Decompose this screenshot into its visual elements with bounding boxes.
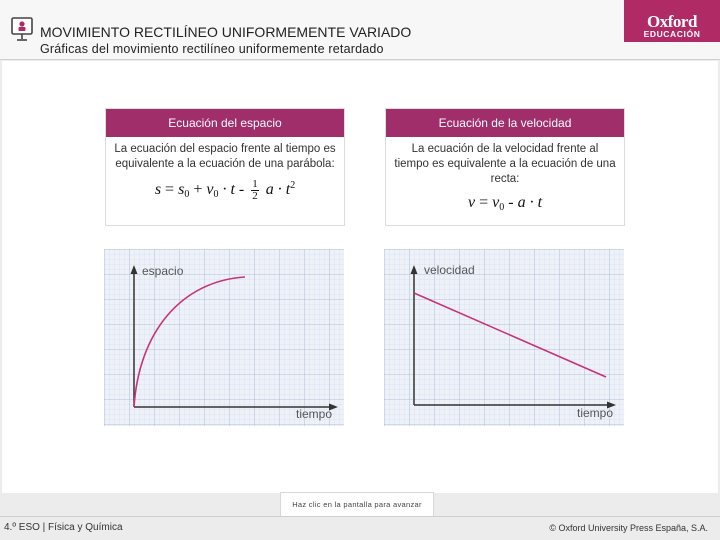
copyright: © Oxford University Press España, S.A. [549,523,708,533]
space-equation-panel [105,108,345,226]
eq-a: a [261,181,274,199]
logo-line-1: Oxford [647,12,697,31]
eq-v0: v [492,194,500,211]
eq-v0-sub: 0 [499,202,505,213]
eq-t2-sup: 2 [290,180,296,192]
eq-s: s [154,181,162,199]
velocity-time-graph [384,249,624,426]
eq-fraction [251,179,259,202]
advance-hint[interactable]: Haz clic en la pantalla para avanzar [280,492,434,516]
velocity-equation-panel [385,108,625,226]
eq-v: v [467,194,476,211]
y-axis-label: velocidad [424,263,475,277]
x-axis-label: tiempo [577,406,614,420]
page-subtitle: Gráficas del movimiento rectilíneo uniformemente retardado [40,42,384,56]
eq-plus: + [189,181,207,199]
y-axis-label: espacio [142,264,184,278]
eq-v0: v [206,181,214,199]
velocity-equation-heading: Ecuación de la velocidad [386,109,624,137]
eq-equals: = [161,181,179,199]
eq-equals: = [475,194,493,211]
presentation-board-icon [11,17,33,41]
oxford-logo [624,0,720,42]
eq-dot-t2: · t [273,181,291,199]
footer [0,516,720,540]
course-label: 4.º ESO | Física y Química [4,522,123,533]
logo-line-2: EDUCACIÓN [643,29,701,39]
space-equation-description: La ecuación del espacio frente al tiempo es equivalente a la ecuación de una parábola: [114,143,336,170]
space-time-graph [104,249,344,426]
space-equation [106,179,344,202]
x-axis-label: tiempo [296,407,333,421]
eq-s0-sub: 0 [184,189,190,201]
velocity-equation-description: La ecuación de la velocidad frente al tiempo es equivalente a la ecuación de una recta: [394,143,616,185]
eq-fraction-den: 2 [252,190,258,202]
eq-rest: - a · t [504,194,543,211]
eq-s0: s [178,181,185,199]
header [0,0,720,60]
eq-v0-sub: 0 [213,189,219,201]
space-equation-heading: Ecuación del espacio [106,109,344,137]
eq-fraction-num: 1 [252,178,258,190]
eq-dot-t-minus: · t - [218,181,249,199]
velocity-equation [386,194,624,213]
page-title: MOVIMIENTO RECTILÍNEO UNIFORMEMENTE VARIADO [40,24,412,40]
